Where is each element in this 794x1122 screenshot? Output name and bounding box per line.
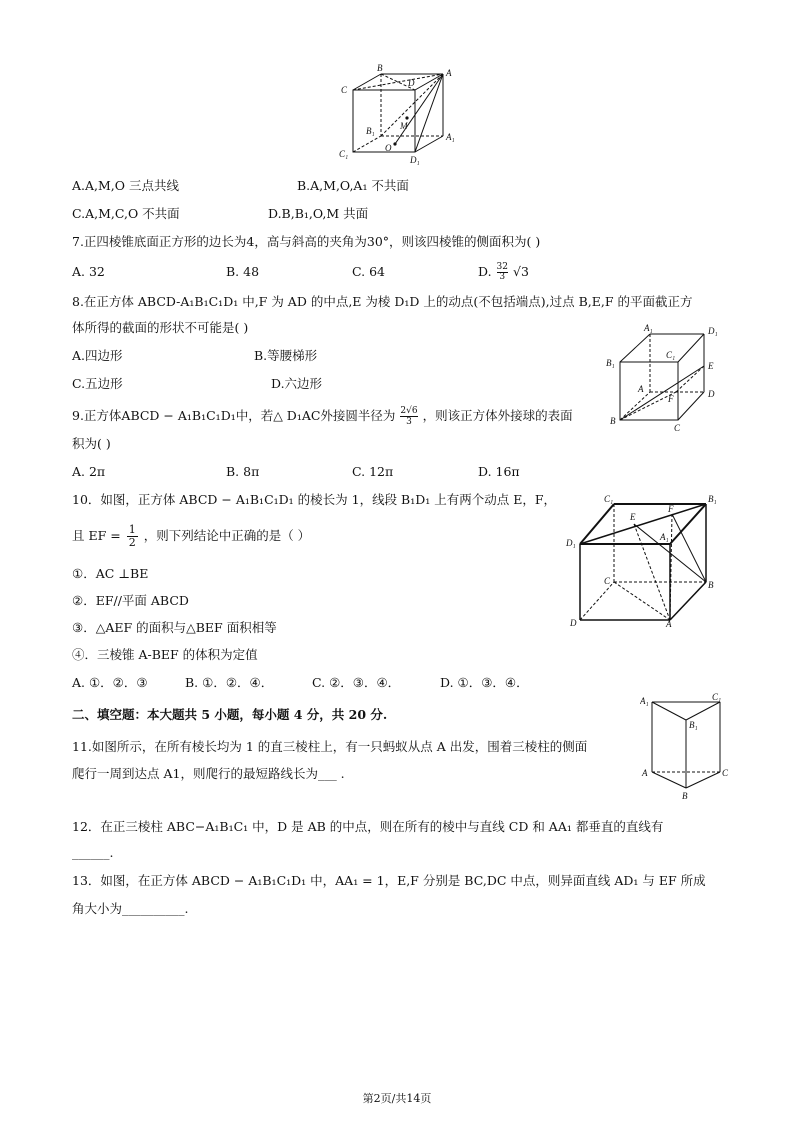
q8-fig-label: F	[668, 394, 674, 404]
q8-fig-label: A	[638, 384, 644, 394]
q6-cube-figure	[335, 62, 465, 167]
q9-fraction	[400, 406, 417, 427]
q8-fig-label: E	[708, 361, 714, 371]
q10-fig-label: D	[570, 618, 577, 628]
q8-stem-line2: 体所得的截面的形状不可能是( )	[72, 320, 249, 335]
q12-stem-line1: 12．在正三棱柱 ABC−A₁B₁C₁ 中，D 是 AB 的中点，则在所有的棱中与直线 CD 和 AA₁ 都垂直的直线有	[72, 819, 664, 834]
q7-option-a: A. 32	[72, 264, 105, 279]
q8-option-b: B.等腰梯形	[254, 348, 318, 363]
q8-fig-label: B₁	[606, 358, 615, 368]
q11-stem-line2: 爬行一周到达点 A1，则爬行的最短路线长为___ .	[72, 766, 345, 781]
q9-stem-line1	[72, 406, 573, 427]
q6-fig-label: A₁	[446, 132, 455, 142]
q10-cube-figure	[562, 490, 722, 630]
q6-fig-label: A	[446, 68, 452, 78]
q7-option-d-numerator: 32	[496, 262, 508, 272]
q7-option-b: B. 48	[226, 264, 260, 279]
q6-fig-label: B₁	[366, 126, 375, 136]
q7-option-d-fraction	[497, 263, 508, 282]
q6-fig-label: D	[408, 78, 415, 88]
q8-fig-label: C	[674, 423, 681, 433]
q12-stem-line2: ______.	[72, 845, 114, 860]
q10-option-d: D. ①．③．④．	[440, 675, 529, 690]
q10-option-c: C. ②．③．④．	[312, 675, 401, 690]
q10-fig-label: F	[668, 504, 674, 514]
q8-fig-label: A₁	[644, 323, 653, 333]
q13-stem-line1: 13．如图，在正方体 ABCD − A₁B₁C₁D₁ 中，AA₁ = 1，E,F 分别是 BC,DC 中点，则异面直线 AD₁ 与 EF 所成	[72, 873, 706, 888]
q9-option-b: B. 8π	[226, 464, 260, 479]
q8-fig-label: D	[708, 389, 715, 399]
q6-option-d: D.B,B₁,O,M 共面	[268, 206, 369, 221]
q11-fig-label: A₁	[640, 696, 649, 706]
q8-cube-figure	[600, 320, 730, 435]
q6-option-c: C.A,M,C,O 不共面	[72, 206, 180, 221]
q13-stem-line2: 角大小为__________.	[72, 901, 189, 916]
q10-stem-line1: 10．如图，正方体 ABCD − A₁B₁C₁D₁ 的棱长为 1，线段 B₁D₁ 上有两个动点 E，F，	[72, 492, 557, 507]
q10-stem-part2: ，则下列结论中正确的是（ ）	[143, 528, 311, 543]
q6-fig-label: M	[400, 121, 408, 131]
q9-fraction-denominator: 3	[406, 417, 412, 427]
q6-fig-label: D₁	[410, 155, 420, 165]
q6-fig-label: C	[341, 85, 348, 95]
page-footer: 第2页/共14页	[362, 1092, 432, 1105]
q11-fig-label: B₁	[689, 720, 698, 730]
q10-fraction-denominator: 2	[128, 536, 136, 549]
q10-stem-part1: 且 EF =	[72, 528, 121, 543]
q8-fig-label: D₁	[708, 326, 718, 336]
q10-fig-label: B₁	[708, 494, 717, 504]
q8-fig-label: C₁	[666, 350, 676, 360]
q10-fig-label: C	[604, 576, 611, 586]
q7-option-d-denominator: 3	[499, 272, 506, 282]
q8-stem-line1: 8.在正方体 ABCD-A₁B₁C₁D₁ 中,F 为 AD 的中点,E 为棱 D₁D 上的动点(不包括端点),过点 B,E,F 的平面截正方	[72, 294, 693, 309]
q9-option-a: A. 2π	[72, 464, 106, 479]
q11-fig-label: C₁	[712, 692, 722, 702]
q11-fig-label: A	[642, 768, 648, 778]
q7-option-c: C. 64	[352, 264, 385, 279]
q10-fig-label: A₁	[660, 532, 669, 542]
q10-stem-line2	[72, 524, 310, 549]
q11-fig-label: B	[682, 791, 688, 801]
q10-fig-label: B	[708, 580, 714, 590]
q10-fig-label: C₁	[604, 494, 614, 504]
q10-option-a: A. ①．②．③	[72, 675, 148, 690]
q6-option-b: B.A,M,O,A₁ 不共面	[297, 178, 409, 193]
q10-item3: ③．△AEF 的面积与△BEF 面积相等	[72, 620, 277, 635]
q6-fig-label: B	[377, 63, 383, 73]
q7-option-d	[478, 262, 529, 282]
q9-stem-part2: ，则该正方体外接球的表面	[422, 408, 573, 423]
q6-fig-label: O	[385, 143, 392, 153]
q7-stem: 7.正四棱锥底面正方形的边长为4，高与斜高的夹角为30°，则该四棱锥的侧面积为( )	[72, 234, 541, 249]
q11-fig-label: C	[722, 768, 729, 778]
q7-option-d-prefix: D.	[478, 264, 492, 279]
q9-stem-line2: 积为( )	[72, 436, 111, 451]
q11-prism-figure	[640, 690, 730, 802]
q9-fraction-numerator: 2√6	[400, 406, 418, 416]
q11-stem-line1: 11.如图所示，在所有棱长均为 1 的直三棱柱上，有一只蚂蚁从点 A 出发，围着三棱柱的侧面	[72, 739, 588, 754]
q6-option-a: A.A,M,O 三点共线	[72, 178, 179, 193]
q10-item1: ①．AC ⊥BE	[72, 566, 149, 581]
q8-option-c: C.五边形	[72, 376, 123, 391]
q10-item4: ④．三棱锥 A-BEF 的体积为定值	[72, 647, 258, 662]
q10-option-b: B. ①．②．④．	[185, 675, 274, 690]
q10-item2: ②．EF//平面 ABCD	[72, 593, 189, 608]
q10-fig-label: E	[630, 512, 636, 522]
q8-option-a: A.四边形	[72, 348, 123, 363]
q8-fig-label: B	[610, 416, 616, 426]
q10-fig-label: D₁	[566, 538, 576, 548]
q8-option-d: D.六边形	[271, 376, 323, 391]
q6-fig-label: C₁	[339, 149, 349, 159]
section2-title: 二、填空题：本大题共 5 小题，每小题 4 分，共 20 分.	[72, 707, 388, 722]
q9-option-d: D. 16π	[478, 464, 520, 479]
q9-stem-part1: 9.正方体ABCD − A₁B₁C₁D₁中，若△ D₁AC外接圆半径为	[72, 408, 396, 423]
q10-fraction-numerator: 1	[128, 523, 136, 536]
q9-option-c: C. 12π	[352, 464, 394, 479]
q10-fig-label: A	[666, 619, 672, 629]
q7-option-d-root: √3	[512, 264, 529, 279]
q10-fraction	[127, 524, 138, 549]
